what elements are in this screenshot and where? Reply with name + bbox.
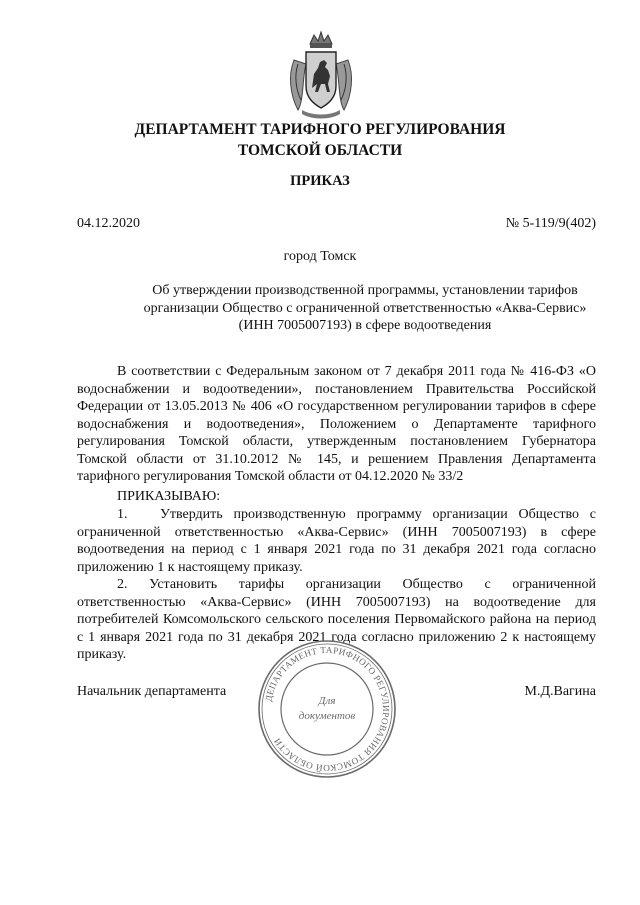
department-title-line1: ДЕПАРТАМЕНТ ТАРИФНОГО РЕГУЛИРОВАНИЯ — [134, 121, 506, 138]
subject-line3: (ИНН 7005007193) в сфере водоотведения — [238, 318, 492, 333]
seal-center-line2: документов — [298, 710, 356, 722]
signatory-position: Начальник департамента — [77, 684, 227, 699]
document-type: ПРИКАЗ — [290, 173, 350, 189]
document-number: № 5-119/9(402) — [505, 216, 596, 231]
department-title — [0, 119, 640, 161]
preamble-paragraph: В соответствии с Федеральным законом от 7 декабря 2011 года № 416-ФЗ «О водоснабжении и водоотведении», постановлением Правительства Российской Федерации от 13.05.2013 № 406 «О государственном регулировании тарифов в сфере водоснабжения и водоотведения», Положением о Департаменте тарифного регулирования Томской области, утвержденным постановлением Губернатора Томской области от 31.10.2012 № 145, и решением Правления Департамента тарифного регулирования Томской области от 04.12.2020 № 33/2 — [77, 364, 596, 484]
order-item-2: 2. Установить тарифы организации Общество с ограниченной ответственностью «Аква-Сервис» (ИНН 7005007193) на водоотведение для потребителей Комсомольского сельского поселения Первомайского района на период с 1 января 2021 года по 31 декабря 2021 года согласно приложению 2 к настоящему приказу. — [77, 577, 596, 662]
seal-ring-textpath: ДЕПАРТАМЕНТ ТАРИФНОГО РЕГУЛИРОВАНИЯ ТОМСКОЙ ОБЛАСТИ — [263, 644, 392, 774]
signatory-name: М.Д.Вагина — [524, 684, 596, 699]
department-title-line2: ТОМСКОЙ ОБЛАСТИ — [237, 142, 403, 159]
order-item-1: 1. Утвердить производственную программу организации Общество с ограниченной ответственностью «Аква-Сервис» (ИНН 7005007193) в сфере водоотведения на период с 1 января 2021 года по 31 декабря 2021 года согласно приложению 1 к настоящему приказу. — [77, 507, 596, 575]
document-city: город Томск — [283, 249, 357, 264]
seal-center-line1: Для — [318, 695, 336, 707]
order-word: ПРИКАЗЫВАЮ: — [117, 489, 221, 504]
coat-of-arms-emblem — [284, 30, 358, 120]
official-seal-stamp — [256, 638, 398, 780]
document-subject — [140, 282, 590, 335]
document-date: 04.12.2020 — [77, 216, 140, 231]
subject-line1: Об утверждении производственной программы, установлении тарифов — [152, 283, 578, 298]
subject-line2: организации Общество с ограниченной ответственностью «Аква-Сервис» — [143, 300, 587, 316]
seal-ring-text — [263, 645, 391, 773]
